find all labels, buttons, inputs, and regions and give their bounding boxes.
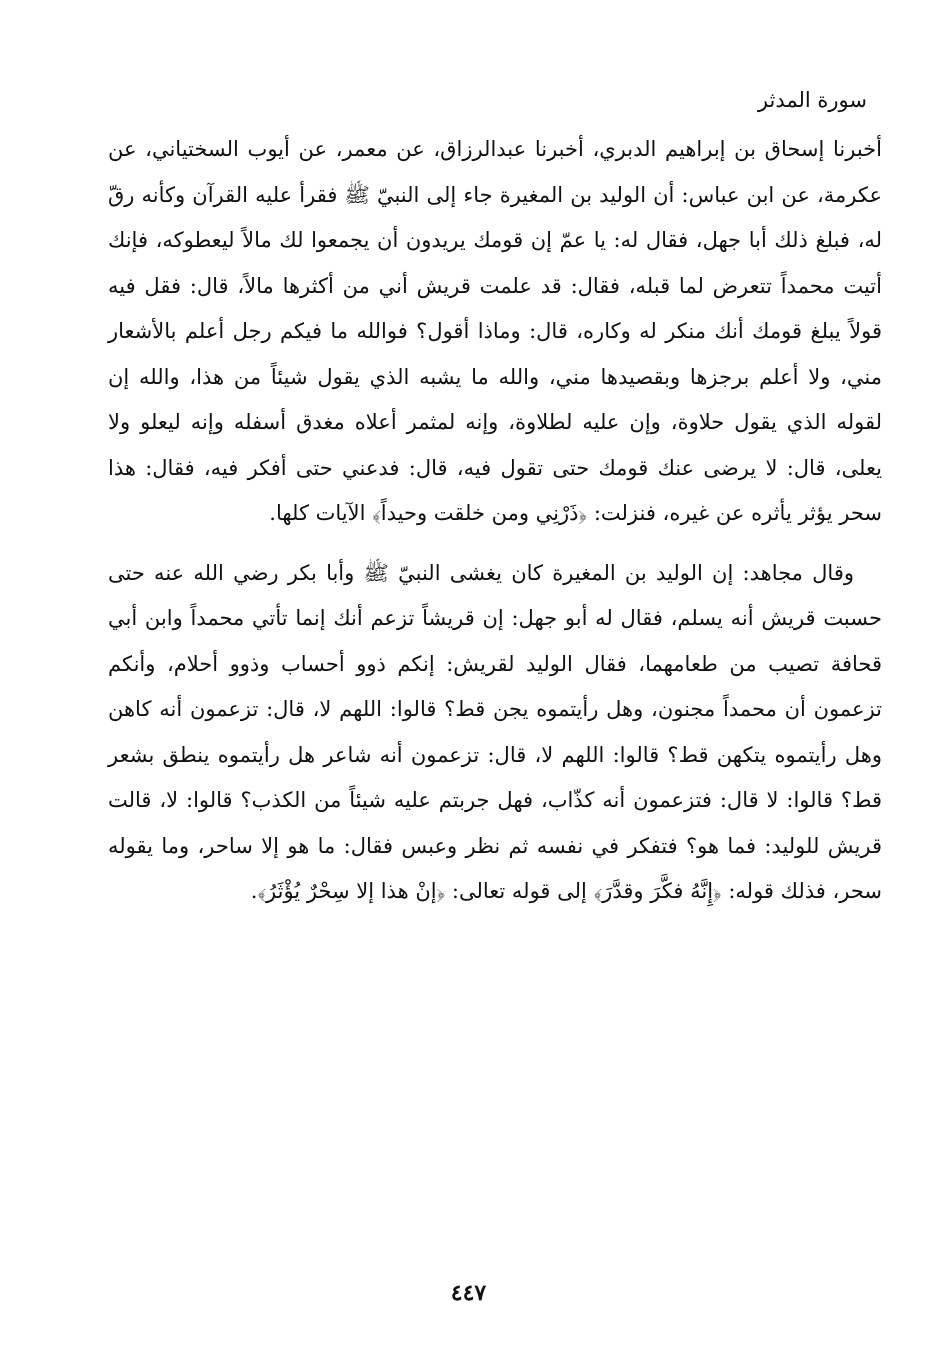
body-text [108,127,882,915]
paragraph-2: وقال مجاهد: إن الوليد بن المغيرة كان يغشى النبيّ ﷺ وأبا بكر رضي الله عنه حتى حسبت قريش أنه يسلم، فقال له أبو جهل: إن قريشاً تزعم أنك إنما تأتي محمداً وابن أبي قحافة تصيب من طعامهما، فقال الوليد لقريش: إنكم ذوو أحساب وذوو أحلام، وأنكم تزعمون أن محمداً مجنون، وهل رأيتموه يجن قط؟ قالوا: اللهم لا، قال: تزعمون أنه كاهن وهل رأيتموه يتكهن قط؟ قالوا: اللهم لا، قال: تزعمون أنه شاعر هل رأيتموه ينطق بشعر قط؟ قالوا: لا قال: فتزعمون أنه كذّاب، فهل جربتم عليه شيئاً من الكذب؟ قالوا: لا، قالت قريش للوليد: فما هو؟ فتفكر في نفسه ثم نظر وعبس فقال: ما هو إلا ساحر، وما يقوله سحر، فذلك قوله: ﴿إِنَّهُ فكَّرَ وقدَّرَ﴾ إلى قوله تعالى: ﴿إنْ هذا إلا سِحْرٌ يُؤْثَرُ﴾. [108,560,882,903]
paragraph-1: أخبرنا إسحاق بن إبراهيم الدبري، أخبرنا عبدالرزاق، عن معمر، عن أيوب السختياني، عن عكرمة، عن ابن عباس: أن الوليد بن المغيرة جاء إلى النبيّ ﷺ فقرأ عليه القرآن وكأنه رقّ له، فبلغ ذلك أبا جهل، فقال له: يا عمّ إن قومك يريدون أن يجمعوا لك مالاً ليعطوكه، فإنك أتيت محمداً تتعرض لما قبله، فقال: قد علمت قريش أني من أكثرها مالاً، قال: فقل فيه قولاً يبلغ قومك أنك منكر له وكاره، قال: وماذا أقول؟ فوالله ما فيكم رجل أعلم بالأشعار مني، ولا أعلم برجزها وبقصيدها مني، والله ما يشبه الذي يقول شيئاً من هذا، والله إن لقوله الذي يقول حلاوة، وإن عليه لطلاوة، وإنه لمثمر أعلاه مغدق أسفله وإنه ليعلو ولا يعلى، قال: لا يرضى عنك قومك حتى تقول فيه، قال: فدعني حتى أفكر فيه، فقال: هذا سحر يؤثر يأثره عن غيره، فنزلت: ﴿ذَرْنِي ومن خلقت وحيداً﴾ الآيات كلها. [108,137,882,525]
page-number: ٤٤٧ [450,1280,487,1306]
running-title: سورة المدثر [757,88,867,112]
